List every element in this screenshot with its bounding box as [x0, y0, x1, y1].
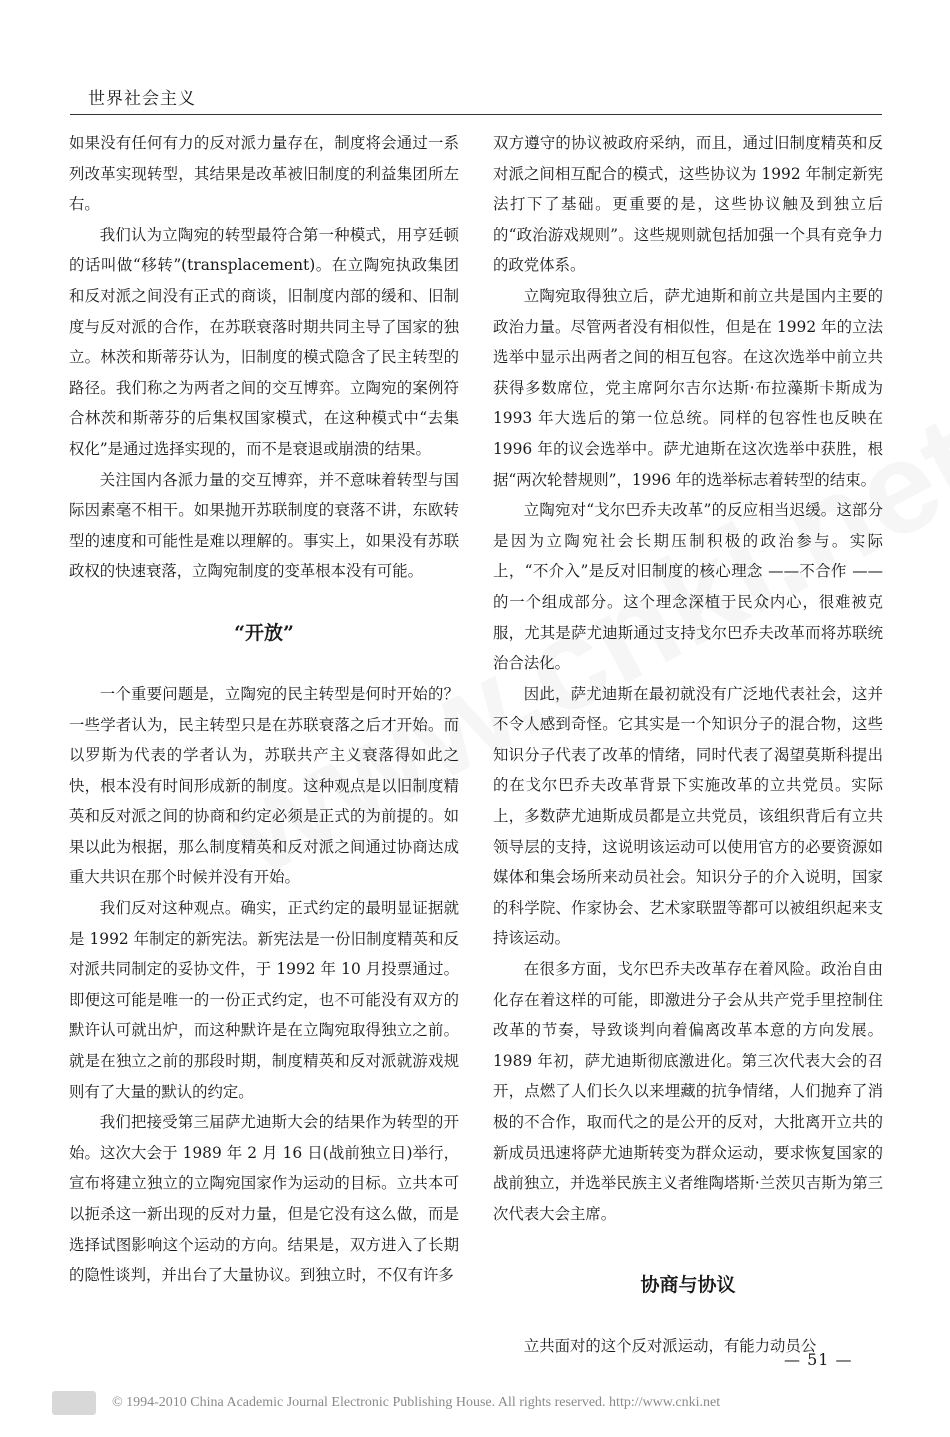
paragraph: 如果没有任何有力的反对派力量存在，制度将会通过一系列改革实现转型，其结果是改革被旧制度的利益集团所左右。 [69, 134, 459, 214]
footer-copyright: © 1994-2010 China Academic Journal Electronic Publishing House. All rights reserved. http://www.cnki.net [112, 1395, 721, 1410]
running-header: 世界社会主义 [88, 89, 196, 109]
paragraph: 一个重要问题是，立陶宛的民主转型是何时开始的？一些学者认为，民主转型只是在苏联衰落之后才开始。而以罗斯为代表的学者认为，苏联共产主义衰落得如此之快，根本没有时间形成新的制度。这种观点是以旧制度精英和反对派之间的协商和约定必须是正式的为前提的。如果以此为根据，那么制度精英和反对派之间通过协商达成重大共识在那个时候并没有开始。 [69, 684, 459, 887]
section-title-negotiation: 协商与协议 [640, 1274, 736, 1297]
paragraph: 关注国内各派力量的交互博弈，并不意味着转型与国际因素毫不相干。如果抛开苏联制度的衰落不讲，东欧转型的速度和可能性是难以理解的。事实上，如果没有苏联政权的快速衰落，立陶宛制度的变革根本没有可能。 [69, 470, 459, 581]
right-column [493, 128, 883, 1362]
paragraph: 因此，萨尤迪斯在最初就没有广泛地代表社会，这并不令人感到奇怪。它其实是一个知识分子的混合物，这些知识分子代表了改革的情绪，同时代表了渴望莫斯科提出的在戈尔巴乔夫改革背景下实施改革的立共党员。实际上，多数萨尤迪斯成员都是立共党员，该组织背后有立共领导层的支持，这说明该运动可以使用官方的必要资源如媒体和集会场所来动员社会。知识分子的介入说明，国家的科学院、作家协会、艺术家联盟等都可以被组织起来支持该运动。 [493, 684, 883, 948]
cnki-logo-icon [52, 1391, 96, 1415]
footer [0, 1391, 950, 1425]
section-title-opening: “开放” [234, 621, 294, 644]
left-column [69, 128, 459, 1291]
paragraph: 在很多方面，戈尔巴乔夫改革存在着风险。政治自由化存在着这样的可能，即激进分子会从共产党手里控制住改革的节奏，导致谈判向着偏离改革本意的方向发展。1989 年初，萨尤迪斯彻底激进化。第三次代表大会的召开，点燃了人们长久以来埋藏的抗争情绪，人们抛弃了消极的不合作，取而代之的是公开的反对，大批离开立共的新成员迅速将萨尤迪斯转变为群众运动，要求恢复国家的战前独立，并选举民族主义者维陶塔斯·兰茨贝吉斯为第三次代表大会主席。 [493, 960, 883, 1223]
paragraph: 我们把接受第三届萨尤迪斯大会的结果作为转型的开始。这次大会于 1989 年 2 月 16 日(战前独立日)举行，宣布将建立独立的立陶宛国家作为运动的目标。立共本可以扼杀这一新出现的反对力量，但是它没有这么做，而是选择试图影响这个运动的方向。结果是，双方进入了长期的隐性谈判，并出台了大量协议。到独立时，不仅有许多 [69, 1113, 459, 1285]
paragraph: 我们反对这种观点。确实，正式约定的最明显证据就是 1992 年制定的新宪法。新宪法是一份旧制度精英和反对派共同制定的妥协文件，于 1992 年 10 月投票通过。即便这可能是唯一的一份正式约定，也不可能没有双方的默许认可就出炉，而这种默许是在立陶宛取得独立之前。就是在独立之前的那段时期，制度精英和反对派就游戏规则有了大量的默认的约定。 [69, 899, 459, 1101]
paragraph: 立陶宛取得独立后，萨尤迪斯和前立共是国内主要的政治力量。尽管两者没有相似性，但是在 1992 年的立法选举中显示出两者之间的相互包容。在这次选举中前立共获得多数席位，党主席阿尔吉尔达斯·布拉藻斯卡斯成为 1993 年大选后的第一位总统。同样的包容性也反映在 1996 年的议会选举中。萨尤迪斯在这次选举中获胜，根据“两次轮替规则”，1996 年的选举标志着转型的结束。 [493, 286, 883, 489]
page-number: — 51 — [784, 1350, 853, 1369]
paragraph: 立共面对的这个反对派运动，有能力动员公 [523, 1337, 817, 1356]
paragraph: 双方遵守的协议被政府采纳，而且，通过旧制度精英和反对派之间相互配合的模式，这些协议为 1992 年制定新宪法打下了基础。更重要的是，这些协议触及到独立后的“政治游戏规则”。这些规则就包括加强一个具有竞争力的政党体系。 [493, 134, 883, 275]
paragraph: 我们认为立陶宛的转型最符合第一种模式，用亨廷顿的话叫做“移转”(transplacement)。在立陶宛执政集团和反对派之间没有正式的商谈，旧制度内部的缓和、旧制度与反对派的合作，在苏联衰落时期共同主导了国家的独立。林茨和斯蒂芬认为，旧制度的模式隐含了民主转型的路径。我们称之为两者之间的交互博弈。立陶宛的案例符合林茨和斯蒂芬的后集权国家模式，在这种模式中“去集权化”是通过选择实现的，而不是衰退或崩溃的结果。 [69, 225, 459, 458]
paragraph: 立陶宛对“戈尔巴乔夫改革”的反应相当迟缓。这部分是因为立陶宛社会长期压制积极的政治参与。实际上，“不介入”是反对旧制度的核心理念 ——不合作 ——的一个组成部分。这个理念深植于民众内心，很难被克服，尤其是萨尤迪斯通过支持戈尔巴乔夫改革而将苏联统治合法化。 [493, 501, 883, 673]
header-rule [70, 114, 882, 115]
